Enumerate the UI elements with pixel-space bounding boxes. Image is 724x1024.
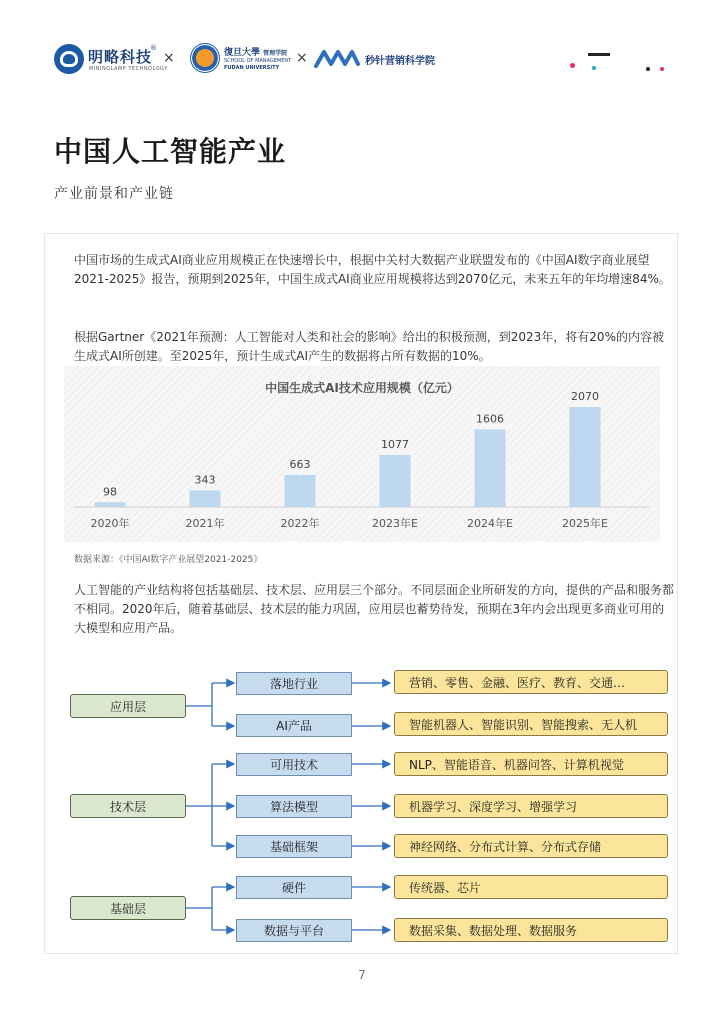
times-sign-2: × [296, 50, 308, 66]
bar-value-label-0: 98 [103, 485, 117, 499]
bar-5 [570, 407, 601, 507]
bar-3 [380, 455, 411, 507]
node-base-framework: 基础框架 [236, 835, 352, 858]
x-tick-label-5: 2025年E [562, 517, 608, 530]
paragraph-market-scale: 中国市场的生成式AI商业应用规模正在快速增长中，根据中关村大数据产业联盟发布的《中国AI数字商业展望2021-2025》报告，预期到2025年，中国生成式AI商业应用规模将达到2070亿元，未来五年的年均增速84%。 [74, 253, 671, 286]
layer-foundation: 基础层 [70, 896, 186, 920]
leaf-hardware-detail: 传统器、芯片 [394, 875, 668, 899]
x-tick-label-4: 2024年E [467, 517, 513, 530]
times-sign-1: × [163, 50, 175, 66]
bar-value-label-3: 1077 [381, 437, 409, 451]
miaozhen-logo-icon [314, 48, 360, 70]
x-tick-label-3: 2023年E [372, 517, 418, 530]
corner-decoration-dot [570, 63, 575, 68]
corner-decoration-dot [660, 67, 664, 71]
chart-title: 中国生成式AI技术应用规模（亿元） [265, 381, 459, 395]
node-industry: 落地行业 [236, 672, 352, 695]
registered-mark: ® [150, 44, 157, 52]
bar-4 [475, 429, 506, 507]
bar-value-label-1: 343 [194, 473, 216, 487]
bar-1 [190, 490, 221, 507]
x-tick-label-1: 2021年 [185, 517, 225, 530]
fudan-cn-text: 復旦大學 [224, 48, 261, 58]
fudan-name [224, 45, 287, 58]
x-tick-label-0: 2020年 [90, 517, 130, 530]
layer-technology: 技术层 [70, 794, 186, 818]
leaf-ai-product-detail: 智能机器人、智能识别、智能搜索、无人机 [394, 712, 668, 736]
bar-value-label-5: 2070 [571, 389, 599, 403]
fudan-en-line-2: FUDAN UNIVERSITY [224, 65, 280, 71]
page-title: 中国人工智能产业 [54, 135, 287, 168]
fudan-en-line-1: SCHOOL OF MANAGEMENT [224, 58, 292, 64]
fudan-school-text: 管理学院 [263, 50, 288, 57]
bar-chart [64, 366, 660, 542]
page-number: 7 [358, 968, 366, 982]
leaf-framework-detail: 神经网络、分布式计算、分布式存储 [394, 834, 668, 858]
corner-decoration-dot [646, 67, 650, 71]
node-algorithm-model: 算法模型 [236, 795, 352, 818]
data-source: 数据来源：《中国AI数字产业展望2021-2025》 [74, 555, 263, 565]
paragraph-gartner: 根据Gartner《2021年预测：人工智能对人类和社会的影响》给出的积极预测，到2023年，将有20%的内容被生成式AI所创建。至2025年，预计生成式AI产生的数据将占所有数据的10%。 [74, 330, 664, 363]
fudan-seal-icon [190, 43, 220, 73]
leaf-industry-detail: 营销、零售、金融、医疗、教育、交通… [394, 670, 668, 694]
node-ai-product: AI产品 [236, 714, 352, 737]
node-data-platform: 数据与平台 [236, 919, 352, 942]
brand-miaozhen: 秒针营销科学院 [365, 56, 435, 67]
paragraph-industry-structure: 人工智能的产业结构将包括基础层、技术层、应用层三个部分。不同层面企业所研发的方向，提供的产品和服务都不相同。2020年后，随着基础层、技术层的能力巩固，应用层也蓄势待发，预期在3年内会出现更多商业可用的大模型和应用产品。 [74, 583, 675, 635]
corner-decoration-bar [588, 53, 610, 56]
layer-application: 应用层 [70, 694, 186, 718]
brand-mingluo-en: MININGLAMP TECHNOLOGY [89, 66, 168, 72]
x-tick-label-2: 2022年 [280, 517, 320, 530]
leaf-algorithm-detail: 机器学习、深度学习、增强学习 [394, 794, 668, 818]
corner-decoration-dot [592, 66, 596, 70]
brand-mingluo: 明略科技 [88, 48, 153, 66]
bar-0 [95, 502, 126, 507]
mingluo-logo-icon [54, 44, 84, 74]
node-usable-tech: 可用技术 [236, 753, 352, 776]
page-subtitle: 产业前景和产业链 [54, 186, 174, 202]
bar-value-label-2: 663 [289, 457, 311, 471]
leaf-usable-tech-detail: NLP、智能语音、机器问答、计算机视觉 [394, 752, 668, 776]
leaf-data-platform-detail: 数据采集、数据处理、数据服务 [394, 918, 668, 942]
bar-2 [285, 475, 316, 507]
bar-value-label-4: 1606 [476, 412, 504, 426]
node-hardware: 硬件 [236, 876, 352, 899]
